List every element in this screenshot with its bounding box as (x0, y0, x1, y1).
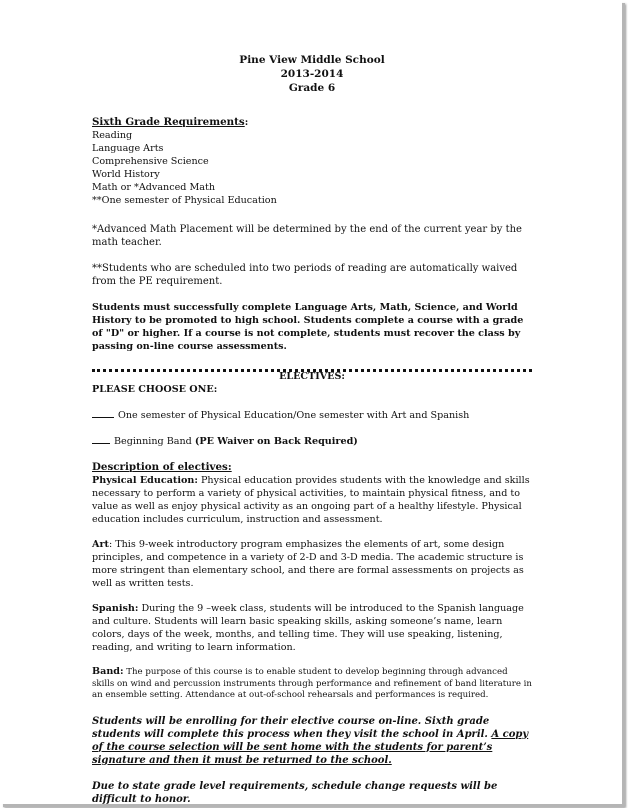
spanish-text: During the 9 –week class, students will be introduced to the Spanish language and culture. Students will learn basic speaking skills, asking someone’s name, learn colors, days of the week, months, and telling time. They will use speaking, listening, reading, and writing to learn information. (92, 603, 524, 653)
requirement-item: Comprehensive Science (92, 156, 209, 167)
option-band-label: Beginning Band (114, 436, 195, 447)
elective-option-pe-art-spanish (92, 408, 532, 422)
document-header (92, 53, 532, 95)
electives-title: ELECTIVES: (279, 371, 345, 382)
art-label: Art (92, 539, 109, 550)
reading-waiver-note: **Students who are scheduled into two periods of reading are automatically waived from the PE requirement. (92, 263, 518, 287)
band-text: The purpose of this course is to enable student to develop beginning through advanced skills on wind and percussion instruments through performance and refinement of band literature in an ensemble setting. Attendance at out-of-school rehearsals and performances is required. (92, 667, 532, 700)
option-blank-line (92, 434, 110, 444)
requirement-item: Language Arts (92, 143, 164, 154)
band-label: Band: (92, 666, 124, 677)
requirements-list (92, 129, 532, 207)
school-name: Pine View Middle School (239, 54, 385, 66)
spanish-label: Spanish: (92, 603, 139, 614)
pe-label: Physical Education: (92, 475, 198, 486)
art-description (92, 538, 532, 590)
enrollment-text: Students will be enrolling for their elective course on-line. Sixth grade students will complete this process when they visit the school in April. (92, 715, 492, 740)
elective-option-band (92, 434, 532, 448)
pe-description (92, 474, 532, 526)
math-placement-note: *Advanced Math Placement will be determined by the end of the current year by the math teacher. (92, 224, 522, 248)
grade-level: Grade 6 (288, 82, 336, 94)
spanish-description (92, 602, 532, 654)
requirements-heading (92, 116, 532, 129)
enrollment-note (92, 715, 532, 767)
promotion-note: Students must successfully complete Language Arts, Math, Science, and World History to be promoted to high school. Students complete a course with a grade of "D" or higher. If a course is not complete, students must recover the class by passing on-line course assessments. (92, 302, 524, 352)
option-blank-line (92, 408, 114, 418)
requirement-item: **One semester of Physical Education (92, 195, 277, 206)
requirement-item: Reading (92, 130, 133, 141)
school-year: 2013-2014 (280, 68, 344, 80)
band-description (92, 666, 532, 702)
document-content (92, 53, 532, 806)
requirements-heading-colon: : (244, 117, 249, 128)
enrollment-underlined: A copy of the course selection will be sent home with the students for parent’s signature and then it must be returned to the school. (92, 728, 529, 766)
pe-text: Physical education provides students with the knowledge and skills necessary to perform a variety of physical activities, to maintain physical fitness, and to value as well as enjoy physical activity as an ongoing part of a healthy lifestyle. Physical education includes curriculum, instruction and assessment. (92, 475, 530, 525)
schedule-change-note: Due to state grade level requirements, schedule change requests will be difficult to honor. (92, 780, 498, 805)
requirement-item: World History (92, 169, 160, 180)
option-band-waiver: (PE Waiver on Back Required) (194, 436, 358, 447)
option-pe-art-spanish-label: One semester of Physical Education/One semester with Art and Spanish (118, 410, 470, 421)
requirements-heading-text: Sixth Grade Requirements (92, 116, 245, 128)
requirement-item: Math or *Advanced Math (92, 182, 216, 193)
description-heading: Description of electives: (92, 461, 232, 473)
choose-one-label: PLEASE CHOOSE ONE: (92, 384, 218, 395)
art-text: : This 9-week introductory program emphasizes the elements of art, some design principles, and competence in a variety of 2-D and 3-D media. The academic structure is more stringent than elementary school, and there are formal assessments on projects as well as written tests. (92, 539, 524, 589)
